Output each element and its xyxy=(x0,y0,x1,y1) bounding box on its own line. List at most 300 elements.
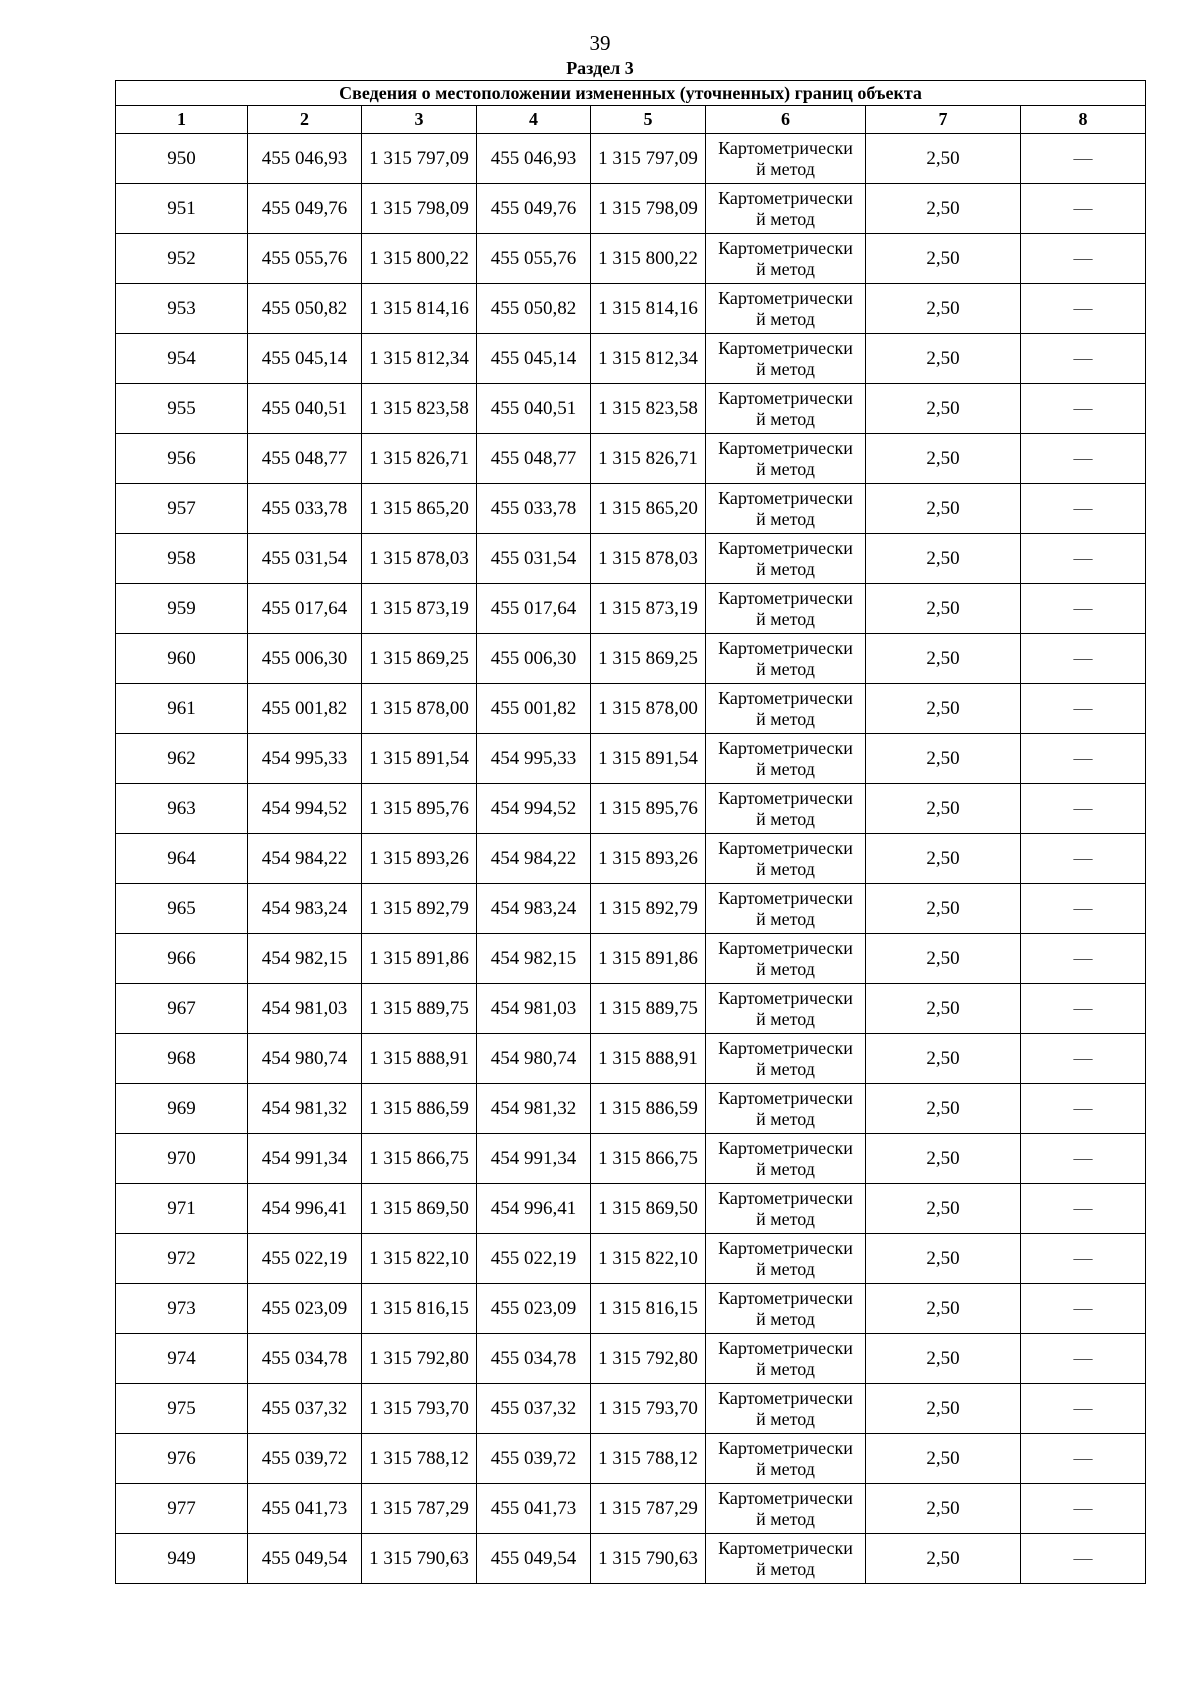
table-row xyxy=(116,634,1146,684)
x-refined-cell: 454 983,24 xyxy=(477,884,591,934)
y-refined-cell: 1 315 793,70 xyxy=(591,1384,706,1434)
table-row xyxy=(116,834,1146,884)
description-cell: — xyxy=(1021,934,1146,984)
method-text-line-2: й метод xyxy=(756,508,815,529)
method-text-line-1: Картометрически xyxy=(718,1237,853,1258)
point-number-cell: 957 xyxy=(116,484,248,534)
table-row xyxy=(116,1284,1146,1334)
table-row xyxy=(116,1384,1146,1434)
accuracy-cell: 2,50 xyxy=(866,834,1021,884)
description-cell: — xyxy=(1021,1534,1146,1584)
accuracy-cell: 2,50 xyxy=(866,1384,1021,1434)
description-cell: — xyxy=(1021,834,1146,884)
y-existing-cell: 1 315 891,54 xyxy=(362,734,477,784)
x-refined-cell: 455 006,30 xyxy=(477,634,591,684)
x-existing-cell: 455 049,76 xyxy=(248,184,362,234)
y-refined-cell: 1 315 823,58 xyxy=(591,384,706,434)
x-refined-cell: 455 033,78 xyxy=(477,484,591,534)
description-cell: — xyxy=(1021,1284,1146,1334)
y-refined-cell: 1 315 866,75 xyxy=(591,1134,706,1184)
table-row xyxy=(116,1134,1146,1184)
method-text-line-1: Картометрически xyxy=(718,1187,853,1208)
table-row xyxy=(116,134,1146,184)
point-number-cell: 954 xyxy=(116,334,248,384)
y-refined-cell: 1 315 889,75 xyxy=(591,984,706,1034)
description-cell: — xyxy=(1021,1084,1146,1134)
accuracy-cell: 2,50 xyxy=(866,1034,1021,1084)
x-existing-cell: 454 981,32 xyxy=(248,1084,362,1134)
y-refined-cell: 1 315 812,34 xyxy=(591,334,706,384)
accuracy-cell: 2,50 xyxy=(866,1534,1021,1584)
accuracy-cell: 2,50 xyxy=(866,734,1021,784)
method-cell xyxy=(706,1084,866,1134)
accuracy-cell: 2,50 xyxy=(866,1234,1021,1284)
x-existing-cell: 455 050,82 xyxy=(248,284,362,334)
y-refined-cell: 1 315 787,29 xyxy=(591,1484,706,1534)
method-cell xyxy=(706,1384,866,1434)
accuracy-cell: 2,50 xyxy=(866,584,1021,634)
method-text-line-1: Картометрически xyxy=(718,887,853,908)
y-existing-cell: 1 315 792,80 xyxy=(362,1334,477,1384)
method-text-line-2: й метод xyxy=(756,458,815,479)
table-row xyxy=(116,1234,1146,1284)
x-existing-cell: 455 055,76 xyxy=(248,234,362,284)
method-text-line-1: Картометрически xyxy=(718,687,853,708)
method-text-line-2: й метод xyxy=(756,658,815,679)
method-cell xyxy=(706,1434,866,1484)
column-number: 3 xyxy=(362,106,477,134)
x-refined-cell: 455 048,77 xyxy=(477,434,591,484)
method-text-line-1: Картометрически xyxy=(718,1387,853,1408)
x-refined-cell: 455 039,72 xyxy=(477,1434,591,1484)
x-refined-cell: 455 049,54 xyxy=(477,1534,591,1584)
description-cell: — xyxy=(1021,634,1146,684)
table-row xyxy=(116,534,1146,584)
method-text-line-2: й метод xyxy=(756,1208,815,1229)
table-row xyxy=(116,434,1146,484)
description-cell: — xyxy=(1021,1034,1146,1084)
x-refined-cell: 455 022,19 xyxy=(477,1234,591,1284)
x-existing-cell: 454 991,34 xyxy=(248,1134,362,1184)
x-existing-cell: 455 049,54 xyxy=(248,1534,362,1584)
method-text-line-2: й метод xyxy=(756,1158,815,1179)
y-refined-cell: 1 315 790,63 xyxy=(591,1534,706,1584)
y-existing-cell: 1 315 878,03 xyxy=(362,534,477,584)
x-existing-cell: 455 023,09 xyxy=(248,1284,362,1334)
y-existing-cell: 1 315 797,09 xyxy=(362,134,477,184)
accuracy-cell: 2,50 xyxy=(866,784,1021,834)
y-existing-cell: 1 315 822,10 xyxy=(362,1234,477,1284)
x-refined-cell: 455 045,14 xyxy=(477,334,591,384)
column-number: 1 xyxy=(116,106,248,134)
x-existing-cell: 455 022,19 xyxy=(248,1234,362,1284)
point-number-cell: 968 xyxy=(116,1034,248,1084)
y-existing-cell: 1 315 788,12 xyxy=(362,1434,477,1484)
x-refined-cell: 455 050,82 xyxy=(477,284,591,334)
method-text-line-2: й метод xyxy=(756,908,815,929)
point-number-cell: 963 xyxy=(116,784,248,834)
method-text-line-2: й метод xyxy=(756,808,815,829)
method-text-line-1: Картометрически xyxy=(718,487,853,508)
accuracy-cell: 2,50 xyxy=(866,234,1021,284)
x-refined-cell: 454 981,32 xyxy=(477,1084,591,1134)
table-row xyxy=(116,684,1146,734)
method-text-line-1: Картометрически xyxy=(718,1087,853,1108)
x-refined-cell: 454 981,03 xyxy=(477,984,591,1034)
accuracy-cell: 2,50 xyxy=(866,984,1021,1034)
x-refined-cell: 455 037,32 xyxy=(477,1384,591,1434)
y-refined-cell: 1 315 798,09 xyxy=(591,184,706,234)
accuracy-cell: 2,50 xyxy=(866,634,1021,684)
method-cell xyxy=(706,1334,866,1384)
x-existing-cell: 454 984,22 xyxy=(248,834,362,884)
table-row xyxy=(116,1084,1146,1134)
point-number-cell: 950 xyxy=(116,134,248,184)
y-refined-cell: 1 315 816,15 xyxy=(591,1284,706,1334)
method-cell xyxy=(706,534,866,584)
method-cell xyxy=(706,884,866,934)
point-number-cell: 956 xyxy=(116,434,248,484)
y-refined-cell: 1 315 886,59 xyxy=(591,1084,706,1134)
x-refined-cell: 454 995,33 xyxy=(477,734,591,784)
x-existing-cell: 454 994,52 xyxy=(248,784,362,834)
x-existing-cell: 455 017,64 xyxy=(248,584,362,634)
method-text-line-1: Картометрически xyxy=(718,1437,853,1458)
method-text-line-2: й метод xyxy=(756,258,815,279)
y-existing-cell: 1 315 798,09 xyxy=(362,184,477,234)
method-cell xyxy=(706,1234,866,1284)
description-cell: — xyxy=(1021,1134,1146,1184)
method-cell xyxy=(706,784,866,834)
point-number-cell: 959 xyxy=(116,584,248,634)
y-refined-cell: 1 315 878,03 xyxy=(591,534,706,584)
method-text-line-2: й метод xyxy=(756,558,815,579)
table-row xyxy=(116,1334,1146,1384)
y-refined-cell: 1 315 878,00 xyxy=(591,684,706,734)
y-refined-cell: 1 315 891,86 xyxy=(591,934,706,984)
y-existing-cell: 1 315 826,71 xyxy=(362,434,477,484)
method-text-line-1: Картометрически xyxy=(718,1137,853,1158)
x-existing-cell: 454 995,33 xyxy=(248,734,362,784)
column-number: 4 xyxy=(477,106,591,134)
y-refined-cell: 1 315 895,76 xyxy=(591,784,706,834)
x-existing-cell: 455 039,72 xyxy=(248,1434,362,1484)
accuracy-cell: 2,50 xyxy=(866,1484,1021,1534)
method-cell xyxy=(706,384,866,434)
accuracy-cell: 2,50 xyxy=(866,934,1021,984)
method-text-line-1: Картометрически xyxy=(718,187,853,208)
table-row xyxy=(116,184,1146,234)
y-existing-cell: 1 315 812,34 xyxy=(362,334,477,384)
column-number: 8 xyxy=(1021,106,1146,134)
description-cell: — xyxy=(1021,1484,1146,1534)
description-cell: — xyxy=(1021,1384,1146,1434)
table-row xyxy=(116,584,1146,634)
y-refined-cell: 1 315 892,79 xyxy=(591,884,706,934)
column-number: 2 xyxy=(248,106,362,134)
x-refined-cell: 455 023,09 xyxy=(477,1284,591,1334)
table-row xyxy=(116,934,1146,984)
x-refined-cell: 455 041,73 xyxy=(477,1484,591,1534)
point-number-cell: 966 xyxy=(116,934,248,984)
coordinates-table xyxy=(115,80,1146,1584)
x-existing-cell: 454 982,15 xyxy=(248,934,362,984)
accuracy-cell: 2,50 xyxy=(866,1284,1021,1334)
table-row xyxy=(116,734,1146,784)
method-text-line-1: Картометрически xyxy=(718,937,853,958)
point-number-cell: 949 xyxy=(116,1534,248,1584)
table-row xyxy=(116,784,1146,834)
table-body xyxy=(116,134,1146,1584)
description-cell: — xyxy=(1021,584,1146,634)
description-cell: — xyxy=(1021,334,1146,384)
method-text-line-2: й метод xyxy=(756,1558,815,1579)
method-cell xyxy=(706,434,866,484)
method-cell xyxy=(706,234,866,284)
method-text-line-2: й метод xyxy=(756,1508,815,1529)
y-refined-cell: 1 315 869,25 xyxy=(591,634,706,684)
y-refined-cell: 1 315 826,71 xyxy=(591,434,706,484)
description-cell: — xyxy=(1021,1184,1146,1234)
method-text-line-1: Картометрически xyxy=(718,237,853,258)
column-number: 6 xyxy=(706,106,866,134)
x-existing-cell: 454 983,24 xyxy=(248,884,362,934)
y-refined-cell: 1 315 788,12 xyxy=(591,1434,706,1484)
x-refined-cell: 455 046,93 xyxy=(477,134,591,184)
description-cell: — xyxy=(1021,434,1146,484)
y-refined-cell: 1 315 869,50 xyxy=(591,1184,706,1234)
x-existing-cell: 455 048,77 xyxy=(248,434,362,484)
method-cell xyxy=(706,1134,866,1184)
method-cell xyxy=(706,134,866,184)
y-existing-cell: 1 315 800,22 xyxy=(362,234,477,284)
y-refined-cell: 1 315 822,10 xyxy=(591,1234,706,1284)
accuracy-cell: 2,50 xyxy=(866,434,1021,484)
y-existing-cell: 1 315 869,25 xyxy=(362,634,477,684)
method-cell xyxy=(706,1484,866,1534)
method-text-line-2: й метод xyxy=(756,1258,815,1279)
y-existing-cell: 1 315 888,91 xyxy=(362,1034,477,1084)
description-cell: — xyxy=(1021,234,1146,284)
y-existing-cell: 1 315 865,20 xyxy=(362,484,477,534)
x-existing-cell: 455 041,73 xyxy=(248,1484,362,1534)
description-cell: — xyxy=(1021,134,1146,184)
y-refined-cell: 1 315 893,26 xyxy=(591,834,706,884)
accuracy-cell: 2,50 xyxy=(866,884,1021,934)
description-cell: — xyxy=(1021,884,1146,934)
point-number-cell: 953 xyxy=(116,284,248,334)
table-caption-row xyxy=(116,81,1146,106)
method-text-line-2: й метод xyxy=(756,1308,815,1329)
x-existing-cell: 454 980,74 xyxy=(248,1034,362,1084)
point-number-cell: 970 xyxy=(116,1134,248,1184)
y-existing-cell: 1 315 893,26 xyxy=(362,834,477,884)
x-refined-cell: 455 049,76 xyxy=(477,184,591,234)
accuracy-cell: 2,50 xyxy=(866,1084,1021,1134)
method-cell xyxy=(706,584,866,634)
y-existing-cell: 1 315 891,86 xyxy=(362,934,477,984)
x-existing-cell: 455 045,14 xyxy=(248,334,362,384)
method-text-line-1: Картометрически xyxy=(718,1337,853,1358)
method-cell xyxy=(706,284,866,334)
accuracy-cell: 2,50 xyxy=(866,534,1021,584)
method-text-line-2: й метод xyxy=(756,208,815,229)
point-number-cell: 974 xyxy=(116,1334,248,1384)
method-text-line-2: й метод xyxy=(756,958,815,979)
method-cell xyxy=(706,834,866,884)
method-text-line-2: й метод xyxy=(756,858,815,879)
method-text-line-1: Картометрически xyxy=(718,137,853,158)
x-existing-cell: 454 981,03 xyxy=(248,984,362,1034)
x-refined-cell: 455 031,54 xyxy=(477,534,591,584)
y-existing-cell: 1 315 816,15 xyxy=(362,1284,477,1334)
method-text-line-2: й метод xyxy=(756,408,815,429)
x-refined-cell: 454 982,15 xyxy=(477,934,591,984)
y-existing-cell: 1 315 866,75 xyxy=(362,1134,477,1184)
method-text-line-2: й метод xyxy=(756,1458,815,1479)
x-refined-cell: 454 980,74 xyxy=(477,1034,591,1084)
method-text-line-1: Картометрически xyxy=(718,1487,853,1508)
x-refined-cell: 455 034,78 xyxy=(477,1334,591,1384)
method-text-line-1: Картометрически xyxy=(718,387,853,408)
method-text-line-2: й метод xyxy=(756,1008,815,1029)
accuracy-cell: 2,50 xyxy=(866,684,1021,734)
y-existing-cell: 1 315 790,63 xyxy=(362,1534,477,1584)
method-text-line-1: Картометрически xyxy=(718,437,853,458)
method-text-line-1: Картометрически xyxy=(718,787,853,808)
y-existing-cell: 1 315 823,58 xyxy=(362,384,477,434)
x-existing-cell: 454 996,41 xyxy=(248,1184,362,1234)
column-number: 7 xyxy=(866,106,1021,134)
x-existing-cell: 455 037,32 xyxy=(248,1384,362,1434)
x-existing-cell: 455 033,78 xyxy=(248,484,362,534)
x-refined-cell: 455 001,82 xyxy=(477,684,591,734)
method-cell xyxy=(706,184,866,234)
method-text-line-1: Картометрически xyxy=(718,1037,853,1058)
method-text-line-2: й метод xyxy=(756,758,815,779)
y-existing-cell: 1 315 793,70 xyxy=(362,1384,477,1434)
x-refined-cell: 455 040,51 xyxy=(477,384,591,434)
y-refined-cell: 1 315 800,22 xyxy=(591,234,706,284)
method-cell xyxy=(706,1034,866,1084)
x-refined-cell: 454 996,41 xyxy=(477,1184,591,1234)
method-text-line-1: Картометрически xyxy=(718,287,853,308)
y-existing-cell: 1 315 873,19 xyxy=(362,584,477,634)
table-row xyxy=(116,1484,1146,1534)
accuracy-cell: 2,50 xyxy=(866,334,1021,384)
y-existing-cell: 1 315 869,50 xyxy=(362,1184,477,1234)
table-row xyxy=(116,1034,1146,1084)
method-text-line-1: Картометрически xyxy=(718,337,853,358)
description-cell: — xyxy=(1021,384,1146,434)
table-caption: Сведения о местоположении измененных (уточненных) границ объекта xyxy=(116,81,1146,106)
accuracy-cell: 2,50 xyxy=(866,184,1021,234)
x-existing-cell: 455 046,93 xyxy=(248,134,362,184)
table-row xyxy=(116,884,1146,934)
accuracy-cell: 2,50 xyxy=(866,1334,1021,1384)
method-text-line-1: Картометрически xyxy=(718,587,853,608)
point-number-cell: 969 xyxy=(116,1084,248,1134)
point-number-cell: 967 xyxy=(116,984,248,1034)
page-number: 39 xyxy=(589,31,611,55)
point-number-cell: 955 xyxy=(116,384,248,434)
method-text-line-1: Картометрически xyxy=(718,1287,853,1308)
x-existing-cell: 455 006,30 xyxy=(248,634,362,684)
method-text-line-1: Картометрически xyxy=(718,637,853,658)
table-row xyxy=(116,1534,1146,1584)
point-number-cell: 958 xyxy=(116,534,248,584)
table-row xyxy=(116,1184,1146,1234)
description-cell: — xyxy=(1021,1234,1146,1284)
point-number-cell: 952 xyxy=(116,234,248,284)
point-number-cell: 962 xyxy=(116,734,248,784)
method-text-line-2: й метод xyxy=(756,1058,815,1079)
method-cell xyxy=(706,484,866,534)
method-cell xyxy=(706,934,866,984)
method-cell xyxy=(706,1184,866,1234)
accuracy-cell: 2,50 xyxy=(866,1184,1021,1234)
point-number-cell: 971 xyxy=(116,1184,248,1234)
description-cell: — xyxy=(1021,684,1146,734)
accuracy-cell: 2,50 xyxy=(866,1134,1021,1184)
y-refined-cell: 1 315 873,19 xyxy=(591,584,706,634)
x-existing-cell: 455 001,82 xyxy=(248,684,362,734)
method-text-line-2: й метод xyxy=(756,608,815,629)
point-number-cell: 977 xyxy=(116,1484,248,1534)
method-text-line-2: й метод xyxy=(756,1108,815,1129)
table-row xyxy=(116,1434,1146,1484)
point-number-cell: 972 xyxy=(116,1234,248,1284)
y-existing-cell: 1 315 787,29 xyxy=(362,1484,477,1534)
y-refined-cell: 1 315 888,91 xyxy=(591,1034,706,1084)
section-title: Раздел 3 xyxy=(566,58,634,78)
method-text-line-2: й метод xyxy=(756,1358,815,1379)
method-text-line-2: й метод xyxy=(756,158,815,179)
table-row xyxy=(116,284,1146,334)
table-row xyxy=(116,384,1146,434)
y-existing-cell: 1 315 814,16 xyxy=(362,284,477,334)
y-refined-cell: 1 315 891,54 xyxy=(591,734,706,784)
y-existing-cell: 1 315 895,76 xyxy=(362,784,477,834)
method-text-line-1: Картометрически xyxy=(718,537,853,558)
point-number-cell: 965 xyxy=(116,884,248,934)
accuracy-cell: 2,50 xyxy=(866,284,1021,334)
y-refined-cell: 1 315 814,16 xyxy=(591,284,706,334)
method-cell xyxy=(706,334,866,384)
y-refined-cell: 1 315 797,09 xyxy=(591,134,706,184)
y-existing-cell: 1 315 892,79 xyxy=(362,884,477,934)
method-text-line-2: й метод xyxy=(756,358,815,379)
accuracy-cell: 2,50 xyxy=(866,1434,1021,1484)
description-cell: — xyxy=(1021,534,1146,584)
method-cell xyxy=(706,734,866,784)
point-number-cell: 951 xyxy=(116,184,248,234)
point-number-cell: 975 xyxy=(116,1384,248,1434)
x-refined-cell: 455 017,64 xyxy=(477,584,591,634)
method-cell xyxy=(706,684,866,734)
point-number-cell: 973 xyxy=(116,1284,248,1334)
method-cell xyxy=(706,984,866,1034)
description-cell: — xyxy=(1021,984,1146,1034)
point-number-cell: 976 xyxy=(116,1434,248,1484)
point-number-cell: 960 xyxy=(116,634,248,684)
point-number-cell: 961 xyxy=(116,684,248,734)
x-refined-cell: 454 994,52 xyxy=(477,784,591,834)
table-row xyxy=(116,484,1146,534)
table-row xyxy=(116,984,1146,1034)
y-existing-cell: 1 315 886,59 xyxy=(362,1084,477,1134)
y-existing-cell: 1 315 889,75 xyxy=(362,984,477,1034)
